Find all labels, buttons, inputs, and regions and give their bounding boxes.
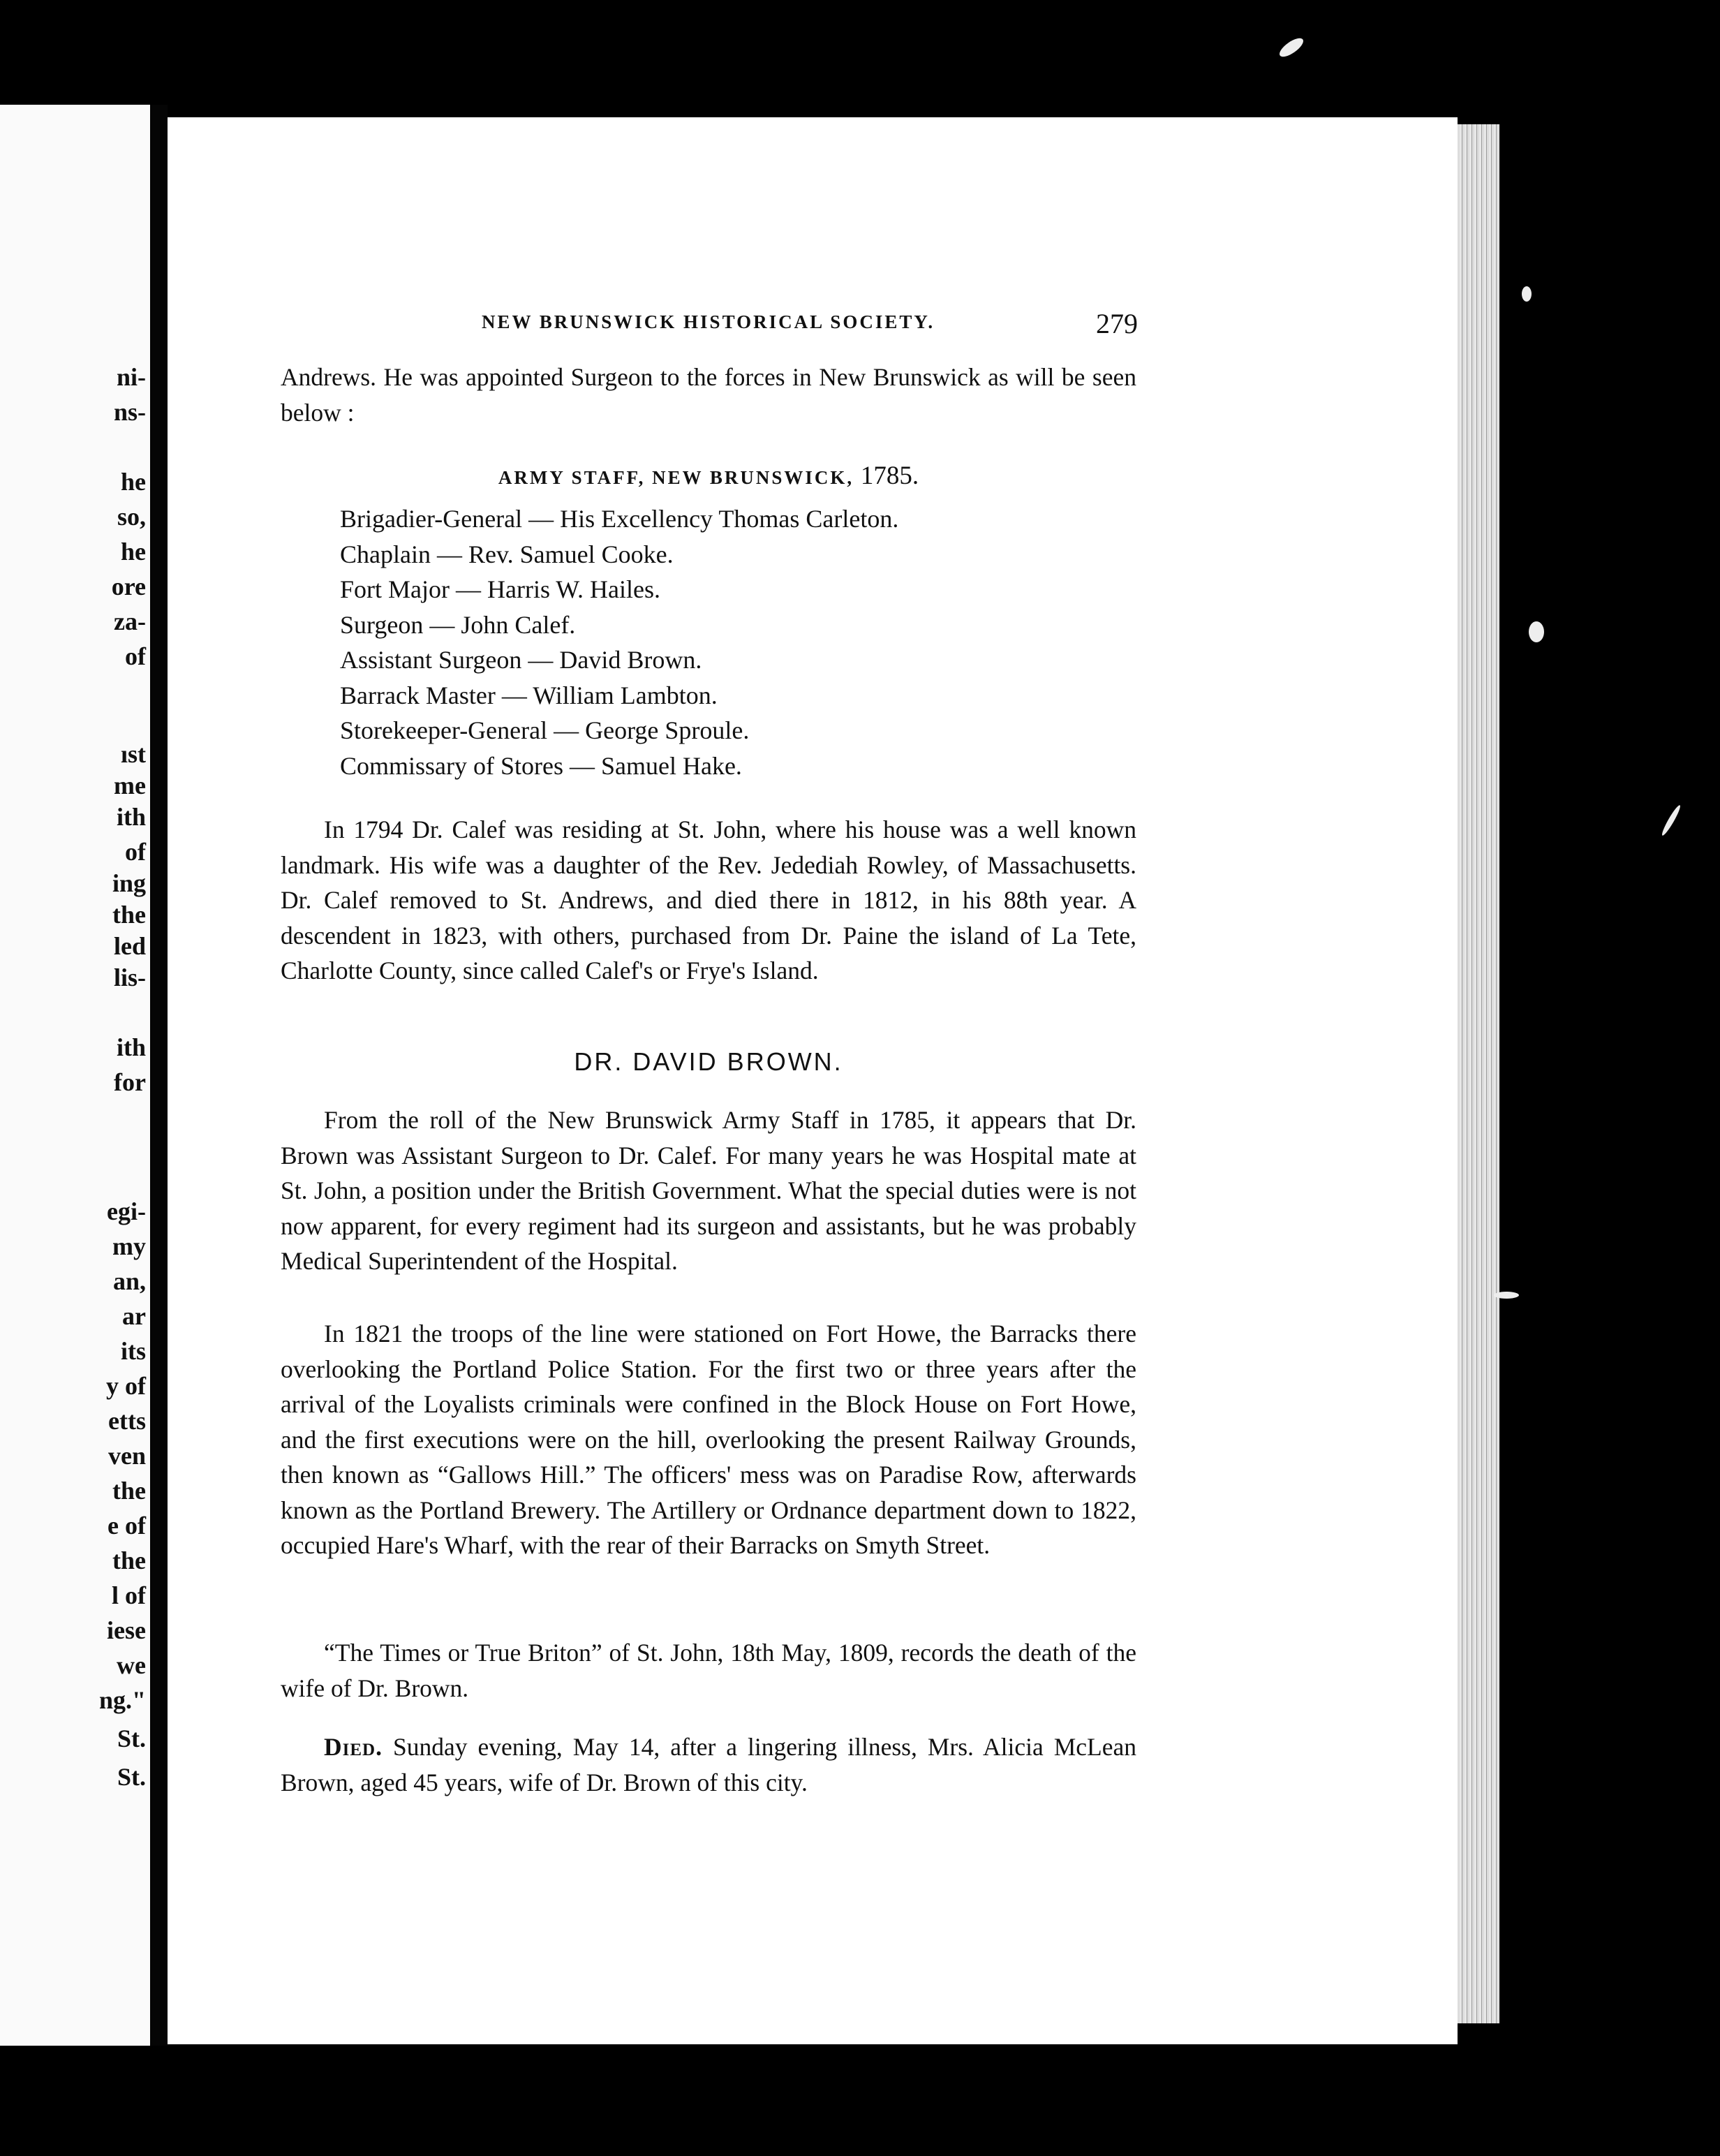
left-page-fragment: e of bbox=[108, 1512, 146, 1540]
staff-entry: Barrack Master — William Lambton. bbox=[340, 681, 718, 709]
left-page-fragment: so, bbox=[117, 503, 146, 531]
left-page-fragment: an, bbox=[112, 1267, 146, 1295]
left-page-fragment: ar bbox=[122, 1302, 146, 1330]
left-page-fragment: ven bbox=[108, 1442, 146, 1470]
left-page-fragment: of bbox=[125, 642, 146, 670]
left-page-fragment: the bbox=[112, 1477, 146, 1505]
dust-speck bbox=[1529, 621, 1544, 642]
died-notice-text: Sunday evening, May 14, after a lingering illness, Mrs. Alicia McLean Brown, aged 45 years, wife of Dr. Brown of this city. bbox=[281, 1733, 1136, 1796]
section-heading: DR. DAVID BROWN. bbox=[574, 1047, 843, 1076]
staff-entry: Commissary of Stores — Samuel Hake. bbox=[340, 751, 742, 780]
dust-speck bbox=[1522, 286, 1532, 302]
left-page-fragment: egi- bbox=[107, 1197, 146, 1225]
staff-entry: Surgeon — John Calef. bbox=[340, 610, 576, 639]
left-page-fragment: ith bbox=[116, 803, 146, 831]
brown-paragraph-1: From the roll of the New Brunswick Army Staff in 1785, it appears that Dr. Brown was Assistant Surgeon to Dr. Calef. For many years he was Hospital mate at St. John, a position under the British Government. What the special duties were is not now apparent, for every regiment had its surgeon and assistants, but he was probably Medical Superintendent of the Hospital. bbox=[281, 1106, 1136, 1275]
left-page-fragment: lis- bbox=[113, 963, 146, 991]
army-staff-heading bbox=[281, 461, 1136, 491]
left-page-fragment: we bbox=[117, 1651, 146, 1679]
running-head: NEW BRUNSWICK HISTORICAL SOCIETY. bbox=[482, 311, 935, 332]
army-staff-year: 1785. bbox=[860, 462, 919, 490]
brown-paragraph-3: “The Times or True Briton” of St. John, 18th May, 1809, records the death of the wife of Dr. Brown. bbox=[281, 1639, 1136, 1702]
left-page-fragment: my bbox=[112, 1232, 146, 1260]
left-page-fragment: the bbox=[112, 1546, 146, 1574]
left-page-fragment: y of bbox=[106, 1372, 146, 1400]
left-page-fragment: St. bbox=[117, 1725, 146, 1752]
left-page-fragment: l of bbox=[112, 1581, 146, 1609]
intro-paragraph: Andrews. He was appointed Surgeon to the forces in New Brunswick as will be seen below : bbox=[281, 363, 1136, 427]
left-page-fragment: for bbox=[114, 1068, 146, 1096]
staff-entry: Brigadier-General — His Excellency Thomas Carleton. bbox=[340, 505, 899, 533]
army-staff-heading-text: ARMY STAFF, NEW BRUNSWICK, bbox=[498, 467, 854, 488]
staff-entry: Assistant Surgeon — David Brown. bbox=[340, 646, 702, 674]
previous-page-strip bbox=[0, 105, 150, 2046]
brown-paragraph-2: In 1821 the troops of the line were stationed on Fort Howe, the Barracks there overlooking the Portland Police Station. For the first two or three years after the arrival of the Loyalists criminals were confined in the Block House on Fort Howe, and the first executions were on the hill, overlooking the present Railway Grounds, then known as “Gallows Hill.” The officers' mess was on Paradise Row, afterwards known as the Portland Brewery. The Artillery or Ordnance department down to 1822, occupied Hare's Wharf, with the rear of their Barracks on Smyth Street. bbox=[281, 1320, 1136, 1559]
died-label: Died. bbox=[324, 1733, 383, 1761]
left-page-fragment: ns- bbox=[113, 398, 146, 426]
died-notice bbox=[281, 1729, 1136, 1800]
left-page-fragment: its bbox=[121, 1337, 146, 1365]
calef-paragraph: In 1794 Dr. Calef was residing at St. John, where his house was a well known landmark. His wife was a daughter of the Rev. Jedediah Rowley, of Massachusetts. Dr. Calef removed to St. Andrews, and died there in 1812, in his 88th year. A descendent in 1823, with others, purchased from Dr. Paine the island of La Tete, Charlotte County, since called Calef's or Frye's Island. bbox=[281, 815, 1136, 984]
left-page-fragment: ith bbox=[116, 1033, 146, 1061]
dust-speck bbox=[1277, 35, 1306, 60]
staff-entry: Fort Major — Harris W. Hailes. bbox=[340, 575, 660, 603]
left-page-fragment: the bbox=[112, 901, 146, 929]
left-page-fragment: he bbox=[121, 538, 146, 566]
left-page-fragment: iese bbox=[107, 1616, 146, 1644]
left-page-fragment: ore bbox=[111, 573, 146, 600]
army-staff-list bbox=[340, 501, 898, 783]
left-page-fragment: ni- bbox=[116, 363, 146, 391]
left-page-fragment: me bbox=[114, 771, 146, 799]
left-page-fragment: ng." bbox=[98, 1686, 146, 1714]
page-header bbox=[279, 307, 1138, 342]
left-page-fragment: led bbox=[113, 932, 146, 960]
left-page-fragment: of bbox=[125, 838, 146, 866]
book-gutter bbox=[150, 105, 168, 2046]
dust-speck bbox=[1494, 1292, 1519, 1299]
dust-speck bbox=[1660, 804, 1682, 836]
left-page-fragment: ıst bbox=[121, 740, 146, 768]
page-number: 279 bbox=[1096, 308, 1138, 339]
left-page-fragment: za- bbox=[114, 607, 146, 635]
staff-entry: Chaplain — Rev. Samuel Cooke. bbox=[340, 540, 674, 568]
left-page-fragment: St. bbox=[117, 1763, 146, 1791]
left-page-fragment: he bbox=[121, 468, 146, 496]
left-page-fragment: ing bbox=[112, 869, 146, 897]
staff-entry: Storekeeper-General — George Sproule. bbox=[340, 716, 750, 744]
left-page-fragment: etts bbox=[108, 1407, 146, 1435]
